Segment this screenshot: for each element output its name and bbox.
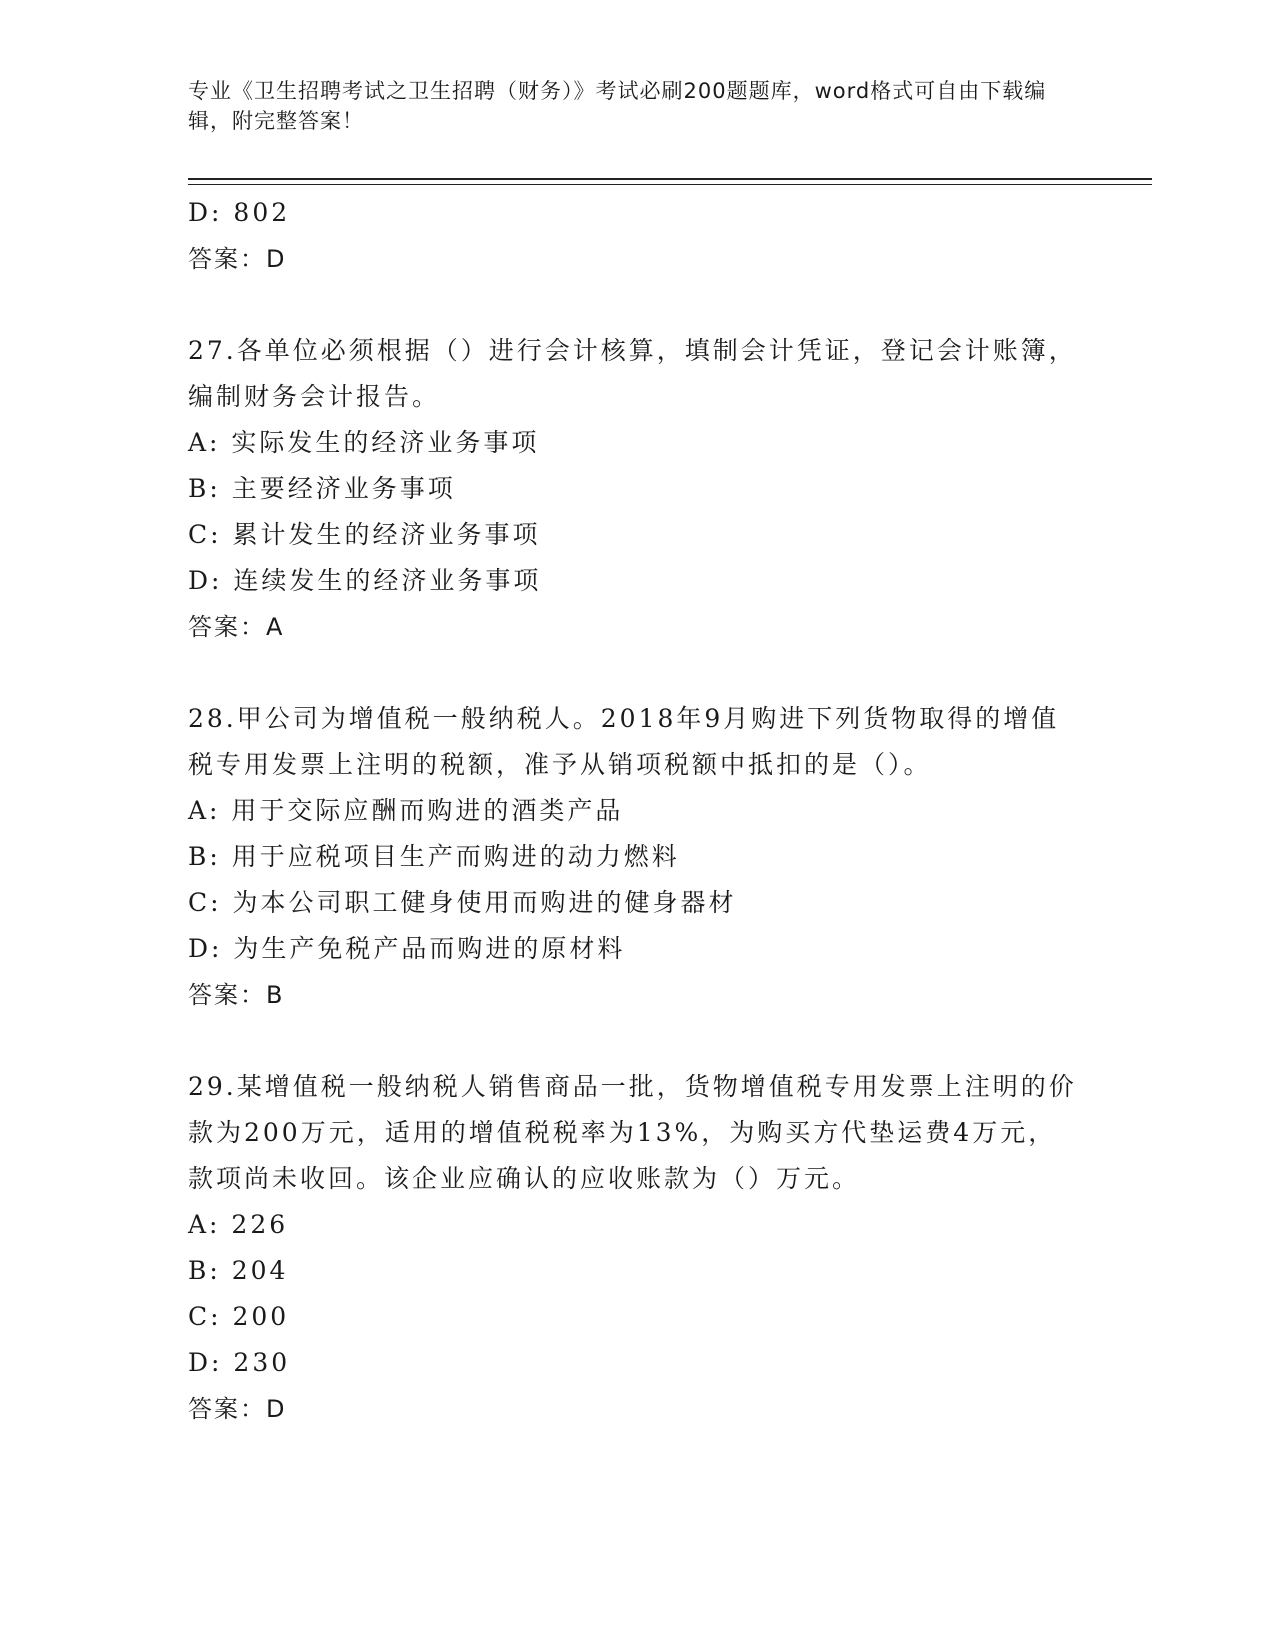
option-a: A: 226	[188, 1210, 289, 1239]
question-29	[188, 1064, 1078, 1432]
spacer	[188, 282, 1078, 328]
answer: 答案：A	[188, 613, 285, 641]
spacer	[188, 650, 1078, 696]
answer-previous: 答案：D	[188, 245, 287, 273]
spacer	[188, 1018, 1078, 1064]
option-d: D: 为生产免税产品而购进的原材料	[188, 934, 626, 963]
option-a: A: 实际发生的经济业务事项	[188, 428, 540, 457]
option-a: A: 用于交际应酬而购进的酒类产品	[188, 796, 624, 825]
document-header-title: 专业《卫生招聘考试之卫生招聘（财务）》考试必刷200题题库，word格式可自由下载编辑，附完整答案！	[188, 79, 1047, 133]
question-28	[188, 696, 1078, 1018]
option-c: C: 为本公司职工健身使用而购进的健身器材	[188, 888, 737, 917]
option-c: C: 累计发生的经济业务事项	[188, 520, 541, 549]
answer: 答案：D	[188, 1395, 287, 1423]
question-stem: 27.各单位必须根据（）进行会计核算，填制会计凭证，登记会计账簿，编制财务会计报告。	[188, 336, 1077, 411]
option-d: D: 230	[188, 1348, 291, 1377]
header-rule-thin	[188, 184, 1152, 185]
option-d-previous: D: 802	[188, 198, 291, 227]
option-b: B: 用于应税项目生产而购进的动力燃料	[188, 842, 680, 871]
option-b: B: 204	[188, 1256, 289, 1285]
question-content	[188, 190, 1078, 1432]
option-c: C: 200	[188, 1302, 290, 1331]
header-rule-thick	[188, 178, 1152, 180]
question-stem: 29.某增值税一般纳税人销售商品一批，货物增值税专用发票上注明的价款为200万元，适用的增值税税率为13%，为购买方代垫运费4万元，款项尚未收回。该企业应确认的应收账款为（）万元。	[188, 1072, 1077, 1193]
question-stem: 28.甲公司为增值税一般纳税人。2018年9月购进下列货物取得的增值税专用发票上注明的税额，准予从销项税额中抵扣的是（）。	[188, 704, 1060, 779]
answer: 答案：B	[188, 981, 285, 1009]
option-b: B: 主要经济业务事项	[188, 474, 456, 503]
option-d: D: 连续发生的经济业务事项	[188, 566, 542, 595]
question-27	[188, 328, 1078, 650]
